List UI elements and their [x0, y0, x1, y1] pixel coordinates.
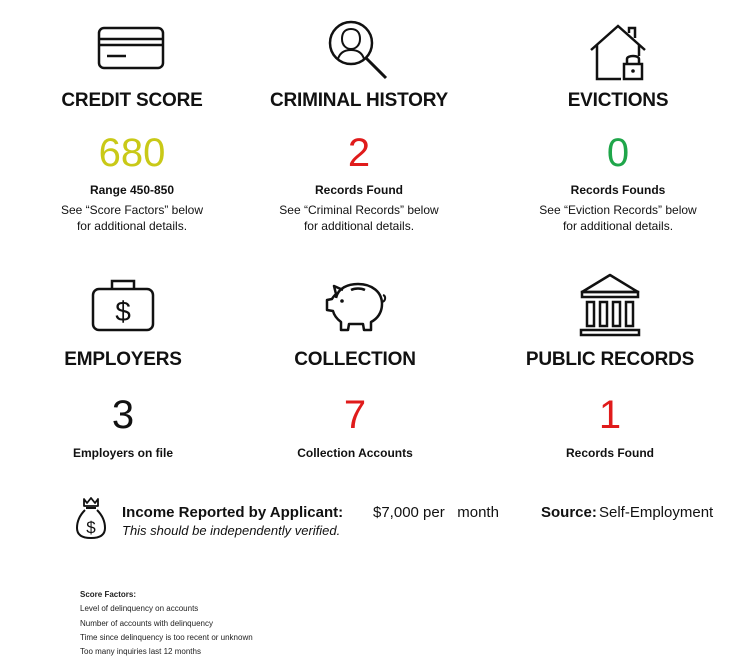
score-factor-item: Number of accounts with delinquency: [80, 618, 213, 628]
credit-card-icon: [96, 24, 168, 72]
piggy-bank-icon: [322, 276, 388, 334]
person-magnifier-icon: [324, 16, 394, 82]
income-source-value: Self-Employment: [599, 504, 714, 521]
criminal-history-note-line2: for additional details.: [303, 219, 415, 233]
employers-value: 3: [111, 393, 135, 437]
public-records-found: Records Found: [565, 446, 654, 460]
income-row: [75, 494, 725, 544]
employers-on-file: Employers on file: [72, 446, 174, 460]
svg-text:$: $: [115, 296, 131, 327]
public-records-title: PUBLIC RECORDS: [525, 349, 695, 370]
evictions-note-line1: See “Eviction Records” below: [539, 203, 697, 217]
evictions-title: EVICTIONS: [567, 90, 669, 111]
credit-score-value: 680: [98, 131, 166, 175]
evictions-note-line2: for additional details.: [562, 219, 674, 233]
score-factor-item: Time since delinquency is too recent or unknown: [80, 632, 253, 642]
score-factor-item: Too many inquiries last 12 months: [80, 647, 201, 657]
income-label: Income Reported by Applicant:: [122, 504, 344, 521]
employers-title: EMPLOYERS: [64, 349, 182, 370]
score-factors-title: Score Factors:: [80, 590, 137, 599]
score-factors: [80, 588, 253, 659]
credit-score-title: CREDIT SCORE: [61, 90, 203, 111]
evictions-note: [498, 202, 736, 234]
credit-score-range: Range 450-850: [89, 183, 175, 197]
evictions-value: 0: [606, 131, 630, 175]
criminal-history-note: [239, 202, 479, 234]
score-factor-item: Level of delinquency on accounts: [80, 604, 199, 614]
income-source-label: Source:: [541, 504, 597, 521]
credit-score-note: [12, 202, 252, 234]
income-amount: $7,000 per month: [373, 504, 499, 521]
courthouse-icon: [578, 272, 642, 338]
credit-score-note-line1: See “Score Factors” below: [60, 203, 204, 217]
collection-accounts: Collection Accounts: [297, 446, 413, 460]
income-verification-note: This should be independently verified.: [122, 523, 341, 538]
criminal-history-value: 2: [347, 131, 371, 175]
criminal-history-note-line1: See “Criminal Records” below: [279, 203, 439, 217]
dollar-briefcase-icon: [90, 276, 156, 334]
collection-value: 7: [343, 393, 367, 437]
evictions-records: Records Founds: [570, 183, 666, 197]
credit-score-note-line2: for additional details.: [76, 219, 188, 233]
public-records-value: 1: [598, 393, 622, 437]
criminal-history-title: CRIMINAL HISTORY: [269, 90, 448, 111]
svg-text:$: $: [86, 518, 96, 537]
criminal-history-records: Records Found: [314, 183, 403, 197]
money-bag-icon: [75, 496, 107, 540]
house-lock-icon: [588, 20, 648, 82]
collection-title: COLLECTION: [294, 349, 416, 370]
